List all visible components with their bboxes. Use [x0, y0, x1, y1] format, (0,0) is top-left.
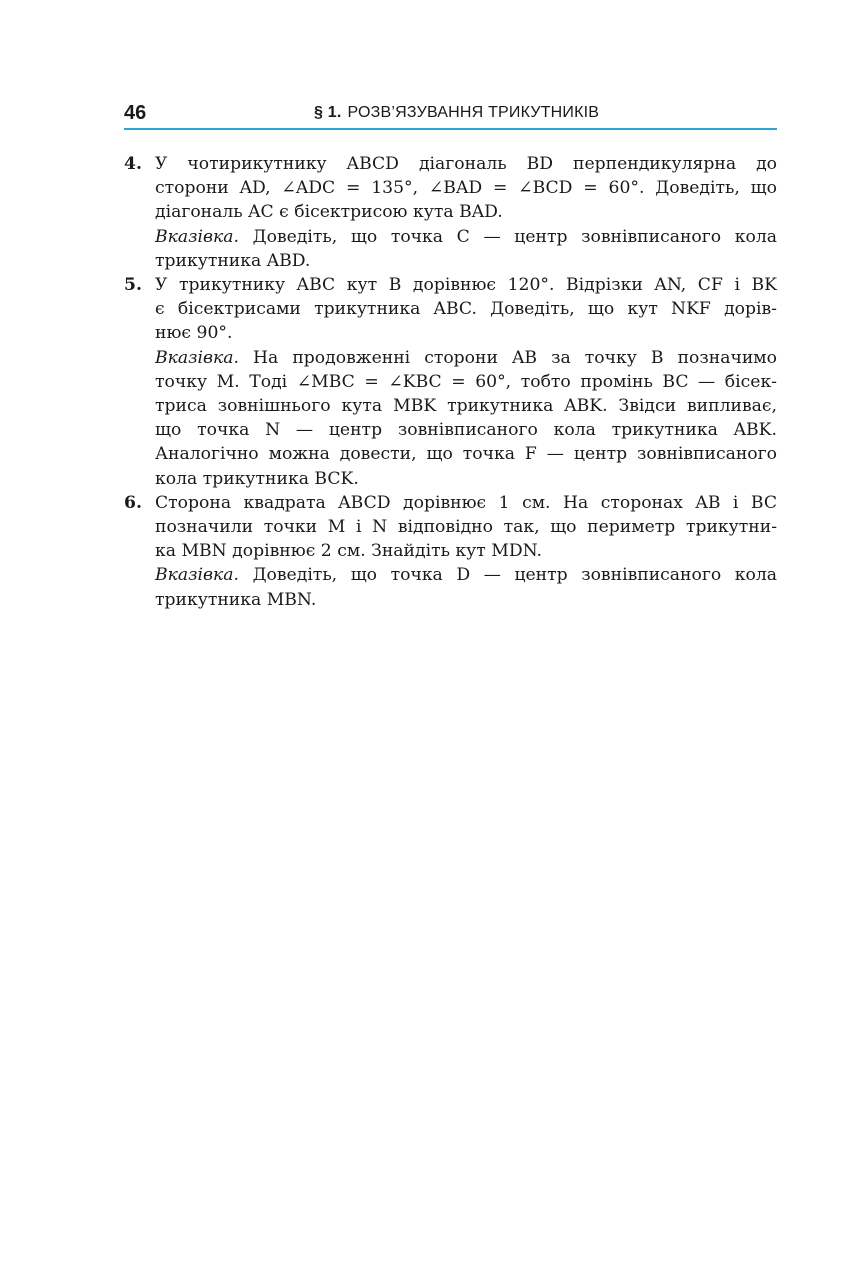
hint-text-line: трикутника MBN. — [155, 589, 317, 610]
hint-first-line — [155, 225, 777, 249]
problem-text-line: сторони AD, ∠ADC = 135°, ∠BAD = ∠BCD = 60°. Доведіть, що — [155, 178, 777, 199]
hint-text: Доведіть, що точка C — центр зовнівписаного кола — [239, 226, 777, 247]
problem-text-line: діагональ AC є бісектрисою кута BAD. — [155, 202, 503, 223]
problem-number: 4. — [124, 154, 142, 174]
problem-number: 5. — [124, 275, 142, 296]
hint-text-line: кола трикутника BCK. — [155, 468, 359, 489]
page-header — [124, 98, 777, 130]
hint-text-line: трикутника ABD. — [155, 250, 311, 271]
section-number: § 1. — [314, 104, 342, 121]
section-title: РОЗВ’ЯЗУВАННЯ ТРИКУТНИКІВ — [347, 104, 600, 121]
problem-text-line: ка MBN дорівнює 2 см. Знайдіть кут MDN. — [155, 541, 543, 562]
header-rule — [124, 128, 777, 130]
problem-6 — [124, 491, 777, 612]
hint-text-line: Аналогічно можна довести, що точка F — центр зовнівписаного — [155, 444, 777, 465]
problem-text-line: є бісектрисами трикутника ABC. Доведіть, що кут NKF дорів- — [155, 299, 777, 320]
hint-label: Вказівка. — [155, 226, 239, 247]
problem-4 — [124, 152, 777, 273]
problem-5 — [124, 273, 777, 491]
hint-first-line — [155, 563, 777, 587]
hint-text-line: точку M. Тоді ∠MBC = ∠KBC = 60°, тобто промінь BC — бісек- — [155, 371, 777, 392]
hint-first-line — [155, 346, 777, 370]
problems-list — [124, 152, 777, 612]
problem-text-line: нює 90°. — [155, 323, 233, 344]
hint-text: На продовженні сторони AB за точку B позначимо — [239, 347, 777, 368]
problem-number: 6. — [124, 492, 142, 513]
problem-text-line: У трикутнику ABC кут B дорівнює 120°. Відрізки AN, CF і BK — [155, 275, 777, 296]
hint-text-line: що точка N — центр зовнівписаного кола трикутника ABK. — [155, 420, 777, 441]
hint-label: Вказівка. — [155, 565, 239, 586]
page-number: 46 — [124, 102, 147, 124]
problem-text-line: Сторона квадрата ABCD дорівнює 1 см. На сторонах AB і BC — [155, 492, 777, 513]
hint-text: Доведіть, що точка D — центр зовнівписаного кола — [239, 565, 777, 586]
hint-label: Вказівка. — [155, 347, 239, 368]
problem-text-line: позначили точки M і N відповідно так, що периметр трикутни- — [155, 517, 777, 538]
problem-text-line: У чотирикутнику ABCD діагональ BD перпендикулярна до — [155, 154, 777, 174]
hint-text-line: триса зовнішнього кута MBK трикутника ABK. Звідси випливає, — [155, 396, 777, 417]
section-heading — [314, 104, 599, 122]
